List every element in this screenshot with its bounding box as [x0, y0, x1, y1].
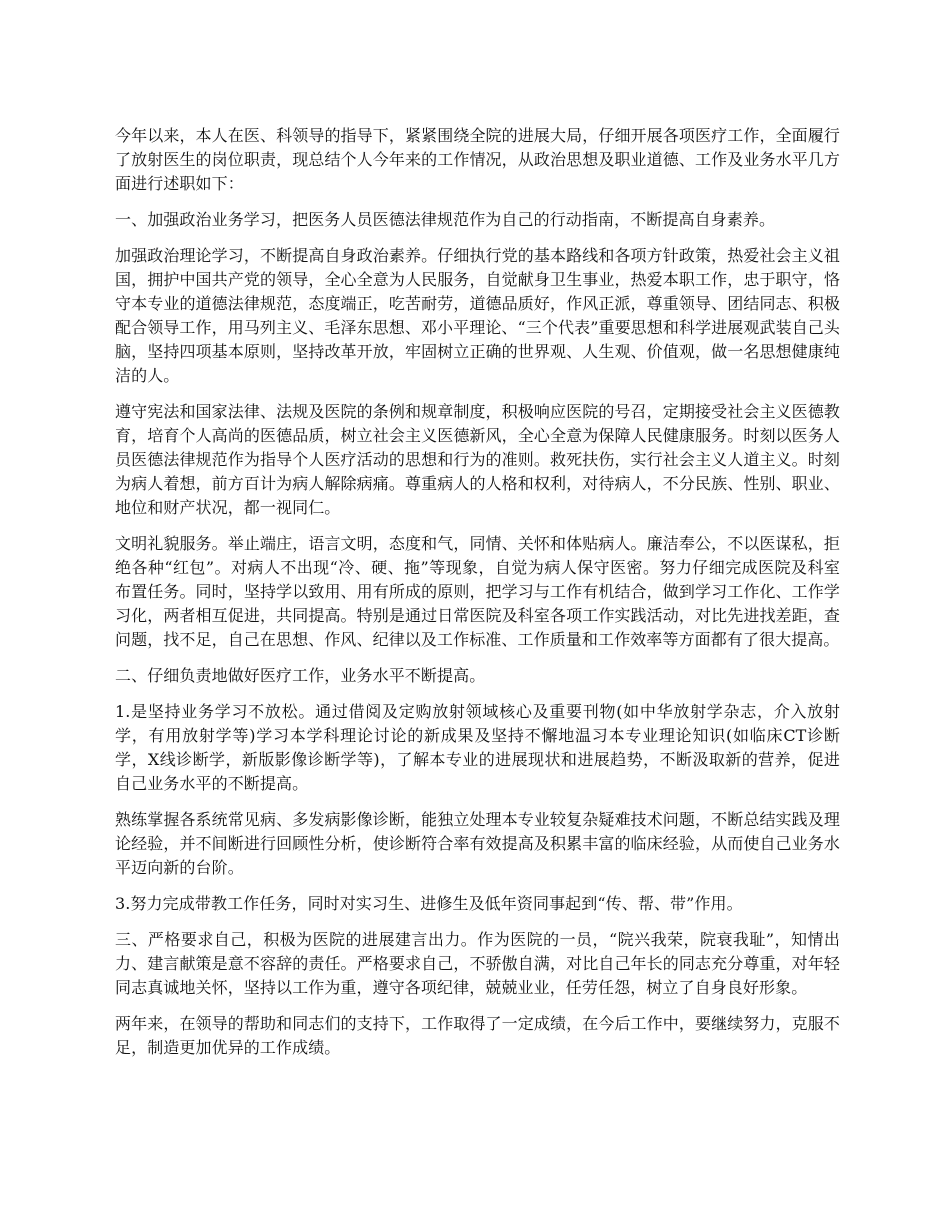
courteous-service-paragraph: 文明礼貌服务。举止端庄，语言文明，态度和气，同情、关怀和体贴病人。廉洁奉公，不以医谋私，拒绝各种“红包”。对病人不出现“冷、硬、拖”等现象，自觉为病人保守医密。努力仔细完成医院及科室布置任务。同时，坚持学以致用、用有所成的原则，把学习与工作有机结合，做到学习工作化、工作学习化，两者相互促进，共同提高。特别是通过日常医院及科室各项工作实践活动，对比先进找差距，查问题，找不足，自己在思想、作风、纪律以及工作标准、工作质量和工作效率等方面都有了很大提高。	[115, 534, 840, 649]
diagnosis-skill-paragraph: 熟练掌握各系统常见病、多发病影像诊断，能独立处理本专业较复杂疑难技术问题，不断总结实践及理论经验，并不间断进行回顾性分析，使诊断符合率有效提高及积累丰富的临床经验，从而使自己业务水平迈向新的台阶。	[115, 810, 840, 877]
section-heading-two: 二、仔细负责地做好医疗工作，业务水平不断提高。	[115, 666, 486, 685]
intro-paragraph: 今年以来，本人在医、科领导的指导下，紧紧围绕全院的进展大局，仔细开展各项医疗工作，全面履行了放射医生的岗位职责，现总结个人今年来的工作情况，从政治思想及职业道德、工作及业务水平几方面进行述职如下：	[115, 126, 840, 193]
law-compliance-paragraph: 遵守宪法和国家法律、法规及医院的条例和规章制度，积极响应医院的号召，定期接受社会主义医德教育，培育个人高尚的医德品质，树立社会主义医德新风，全心全意为保障人民健康服务。时刻以医务人员医德法律规范作为指导个人医疗活动的思想和行为的准则。救死扶伤，实行社会主义人道主义。时刻为病人着想，前方百计为病人解除病痛。尊重病人的人格和权利，对待病人，不分民族、性别、职业、地位和财产状况，都一视同仁。	[115, 402, 840, 517]
teaching-paragraph: 3.努力完成带教工作任务，同时对实习生、进修生及低年资同事起到“传、帮、带”作用。	[115, 894, 743, 913]
section-heading-three-paragraph: 三、严格要求自己，积极为医院的进展建言出力。作为医院的一员，“院兴我荣，院衰我耻”，知情出力、建言献策是意不容辞的责任。严格要求自己，不骄傲自满，对比自己年长的同志充分尊重，对年轻同志真诚地关怀，坚持以工作为重，遵守各项纪律，兢兢业业，任劳任怨，树立了自身良好形象。	[115, 930, 840, 997]
political-study-paragraph: 加强政治理论学习，不断提高自身政治素养。仔细执行党的基本路线和各项方针政策，热爱社会主义祖国，拥护中国共产党的领导，全心全意为人民服务，自觉献身卫生事业，热爱本职工作，忠于职守，恪守本专业的道德法律规范，态度端正，吃苦耐劳，道德品质好，作风正派，尊重领导、团结同志、积极配合领导工作，用马列主义、毛泽东思想、邓小平理论、“三个代表”重要思想和科学进展观武装自己头脑，坚持四项基本原则，坚持改革开放，牢固树立正确的世界观、人生观、价值观，做一名思想健康纯洁的人。	[115, 246, 840, 385]
professional-study-paragraph: 1.是坚持业务学习不放松。通过借阅及定购放射领域核心及重要刊物(如中华放射学杂志，介入放射学，有用放射学等)学习本学科理论讨论的新成果及坚持不懈地温习本专业理论知识(如临床CT诊断学，X线诊断学，新版影像诊断学等)，了解本专业的进展现状和进展趋势，不断汲取新的营养，促进自己业务水平的不断提高。	[115, 702, 840, 793]
closing-paragraph: 两年来，在领导的帮助和同志们的支持下，工作取得了一定成绩，在今后工作中，要继续努力，克服不足，制造更加优异的工作成绩。	[115, 1014, 840, 1057]
section-heading-one: 一、加强政治业务学习，把医务人员医德法律规范作为自己的行动指南，不断提高自身素养。	[115, 210, 776, 229]
document-body	[115, 124, 840, 1072]
